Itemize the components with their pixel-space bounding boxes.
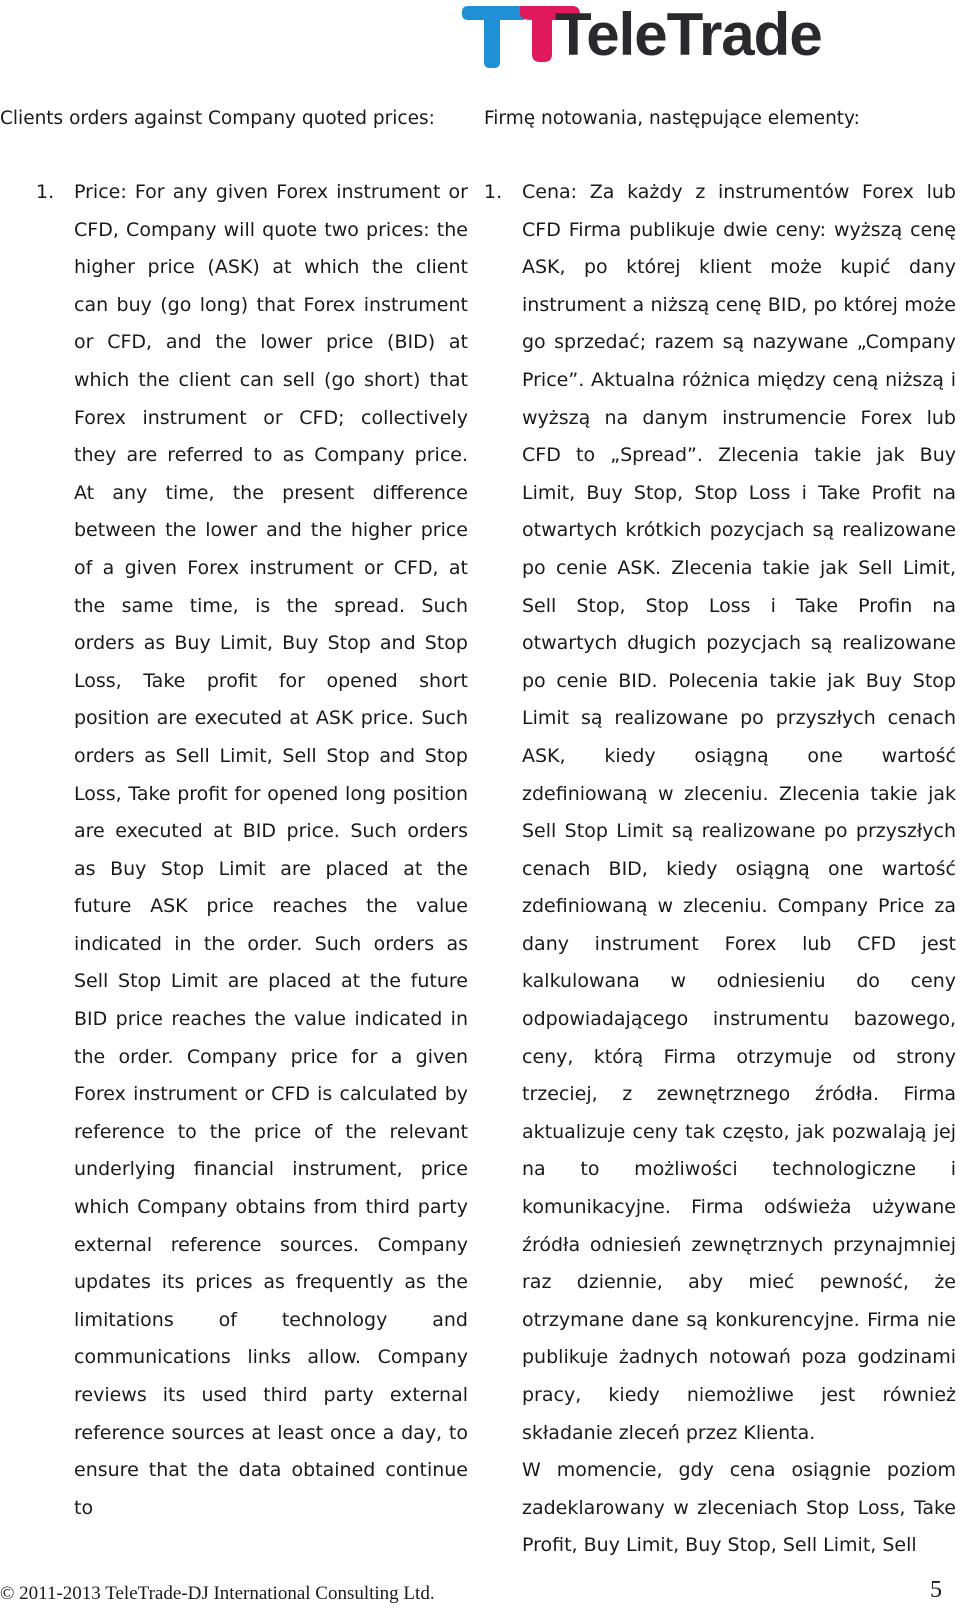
left-column [74, 174, 468, 1527]
left-paragraph: Price: For any given Forex instrument or CFD, Company will quote two prices: the higher price (ASK) at which the client can buy (go long) that Forex instrument or CFD, and the lower price (BID) at which the client can sell (go short) that Forex instrument or CFD; collectively they are referred to as Company price. At any time, the present difference between the lower and the higher price of a given Forex instrument or CFD, at the same time, is the spread. Such orders as Buy Limit, Buy Stop and Stop Loss, Take profit for opened short position are executed at ASK price. Such orders as Sell Limit, Sell Stop and Stop Loss, Take profit for opened long position are executed at BID price. Such orders as Buy Stop Limit are placed at the future ASK price reaches the value indicated in the order. Such orders as Sell Stop Limit are placed at the future BID price reaches the value indicated in the order. Company price for a given Forex instrument or CFD is calculated by reference to the price of the relevant underlying financial instrument, price which Company obtains from third party external reference sources. Company updates its prices as frequently as the limitations of technology and communications links allow. Company reviews its used third party external reference sources at least once a day, to ensure that the data obtained continue to [74, 181, 468, 1519]
intro-left: Clients orders against Company quoted prices: [0, 108, 435, 129]
right-paragraph-2: W momencie, gdy cena osiągnie poziom zadeklarowany w zleceniach Stop Loss, Take Profit, Buy Limit, Buy Stop, Sell Limit, Sell [522, 1459, 956, 1557]
logo-wordmark: TeleTrade [555, 1, 822, 68]
footer-copyright: © 2011-2013 TeleTrade-DJ International Consulting Ltd. [0, 1583, 435, 1604]
right-paragraph: Cena: Za każdy z instrumentów Forex lub CFD Firma publikuje dwie ceny: wyższą cenę ASK, po której klient może kupić dany instrument a niższą cenę BID, po której może go sprzedać; razem są nazywane „Company Price”. Aktualna różnica między ceną niższą i wyższą na danym instrumencie Forex lub CFD to „Spread”. Zlecenia takie jak Buy Limit, Buy Stop, Stop Loss i Take Profit na otwartych krótkich pozycjach są realizowane po cenie ASK. Zlecenia takie jak Sell Limit, Sell Stop, Stop Loss i Take Profin na otwartych długich pozycjach są realizowane po cenie BID. Polecenia takie jak Buy Stop Limit są realizowane po przyszłych cenach ASK, kiedy osiągną one wartość zdefiniowaną w zleceniu. Zlecenia takie jak Sell Stop Limit są realizowane po przyszłych cenach BID, kiedy osiągną one wartość zdefiniowaną w zleceniu. Company Price za dany instrument Forex lub CFD jest kalkulowana w odniesieniu do ceny odpowiadającego instrumentu bazowego, ceny, którą Firma otrzymuje od strony trzeciej, z zewnętrznego źródła. Firma aktualizuje ceny tak często, jak pozwalają jej na to możliwości technologiczne i komunikacyjne. Firma odświeża używane źródła odniesień zewnętrznych przynajmniej raz dziennie, aby mieć pewność, że otrzymane dane są konkurencyjne. Firma nie publikuje żadnych notowań poza godzinami pracy, kiedy niemożliwe jest również składanie zleceń przez Klienta. [522, 181, 956, 1444]
right-column [522, 174, 956, 1565]
intro-right: Firmę notowania, następujące elementy: [484, 108, 860, 129]
left-item-number: 1. [36, 181, 55, 203]
right-item-number: 1. [484, 181, 503, 203]
page-number: 5 [930, 1577, 942, 1603]
